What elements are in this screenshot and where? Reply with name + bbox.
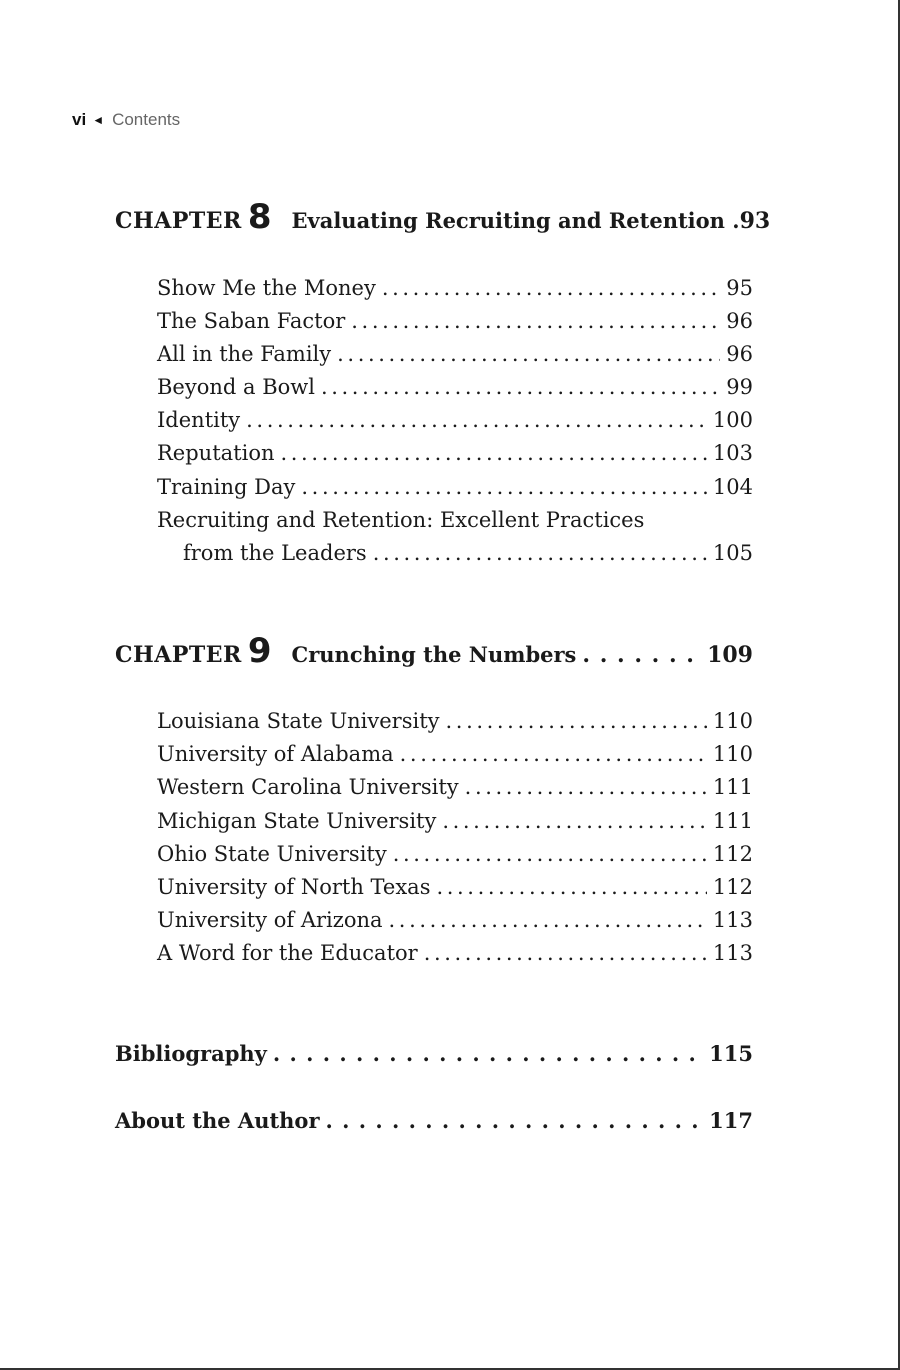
entry-title: Bibliography [115, 1041, 267, 1066]
entry-page-number: 110 [712, 742, 753, 766]
leader-dots [436, 875, 706, 899]
toc-bibliography[interactable] [115, 1041, 753, 1066]
entry-page-number: 117 [709, 1108, 753, 1133]
entry-page-number: 111 [712, 775, 753, 799]
entry-page-number: 100 [712, 408, 753, 432]
chapter-page-number: 109 [707, 642, 753, 668]
left-arrow-icon: ◄ [92, 113, 105, 127]
leader-dots [301, 475, 707, 499]
toc-entry[interactable] [157, 342, 753, 366]
entry-page-number: 95 [726, 276, 753, 300]
entry-title: Louisiana State University [157, 709, 440, 733]
toc-entry[interactable] [157, 809, 753, 833]
entry-title: The Saban Factor [157, 309, 346, 333]
running-head-page-number: vi [72, 110, 87, 129]
entry-page-number: 105 [712, 541, 753, 565]
toc-entry[interactable] [157, 742, 753, 766]
entry-title: A Word for the Educator [157, 941, 418, 965]
chapter-word: CHAPTER [115, 208, 242, 234]
entry-title: Recruiting and Retention: Excellent Practices [157, 508, 645, 532]
toc-entry[interactable] [157, 842, 753, 866]
leader-dots [400, 742, 707, 766]
entry-page-number: 96 [726, 309, 753, 333]
toc-entry[interactable] [157, 875, 753, 899]
entry-page-number: 104 [712, 475, 753, 499]
entry-page-number: 110 [712, 709, 753, 733]
leader-dots [382, 276, 720, 300]
toc-chapter-9[interactable] [115, 631, 753, 671]
leader-dots [465, 775, 707, 799]
entry-title: Beyond a Bowl [157, 375, 315, 399]
leader-dots [281, 441, 707, 465]
chapter-title: Crunching the Numbers [291, 642, 577, 667]
leader-dots [337, 342, 720, 366]
leader-dots [389, 908, 707, 932]
chapter-page-number: 93 [739, 208, 771, 234]
toc-entry-continuation[interactable] [183, 541, 753, 565]
entry-page-number: 112 [712, 842, 753, 866]
entry-page-number: 96 [726, 342, 753, 366]
entry-title: Michigan State University [157, 809, 437, 833]
leader-dots [326, 1108, 704, 1133]
running-head [72, 110, 180, 130]
entry-page-number: 99 [726, 375, 753, 399]
entry-page-number: 113 [712, 941, 753, 965]
entry-title: Ohio State University [157, 842, 387, 866]
leader-dots [446, 709, 707, 733]
entry-title: All in the Family [157, 342, 332, 366]
toc-entry[interactable] [157, 709, 753, 733]
toc-entry[interactable] [157, 309, 753, 333]
entry-title: University of Alabama [157, 742, 394, 766]
entry-title: Western Carolina University [157, 775, 459, 799]
toc-entry[interactable] [157, 375, 753, 399]
entry-title: About the Author [115, 1108, 320, 1133]
entry-page-number: 111 [712, 809, 753, 833]
leader-dots [393, 842, 707, 866]
entry-page-number: 113 [712, 908, 753, 932]
toc-chapter-8[interactable] [115, 197, 771, 237]
toc-entry[interactable] [157, 441, 753, 465]
leader-dots [321, 375, 720, 399]
entry-page-number: 103 [712, 441, 753, 465]
toc-entry[interactable] [157, 408, 753, 432]
entry-title: Reputation [157, 441, 275, 465]
entry-title: Training Day [157, 475, 296, 499]
leader-dots [424, 941, 707, 965]
leader-dots [351, 309, 720, 333]
leader-dots [246, 408, 707, 432]
entry-title: University of North Texas [157, 875, 431, 899]
chapter-number: 9 [247, 631, 272, 671]
running-head-label: Contents [112, 110, 181, 129]
entry-page-number: 115 [709, 1041, 753, 1066]
entry-page-number: 112 [712, 875, 753, 899]
toc-entry-first-line[interactable] [157, 508, 753, 532]
leader-dots [273, 1041, 703, 1066]
entry-title: Show Me the Money [157, 276, 376, 300]
entry-title: University of Arizona [157, 908, 383, 932]
toc-entry[interactable] [157, 475, 753, 499]
toc-about-the-author[interactable] [115, 1108, 753, 1133]
leader-dots [582, 642, 701, 668]
entry-title: Identity [157, 408, 241, 432]
toc-entry[interactable] [157, 941, 753, 965]
chapter-word: CHAPTER [115, 642, 242, 668]
chapter-number: 8 [247, 197, 272, 237]
toc-entry[interactable] [157, 908, 753, 932]
toc-entry[interactable] [157, 276, 753, 300]
chapter-title: Evaluating Recruiting and Retention . [291, 208, 740, 233]
leader-dots [373, 541, 707, 565]
entry-title-continued: from the Leaders [183, 541, 367, 565]
toc-entry[interactable] [157, 775, 753, 799]
leader-dots [442, 809, 707, 833]
